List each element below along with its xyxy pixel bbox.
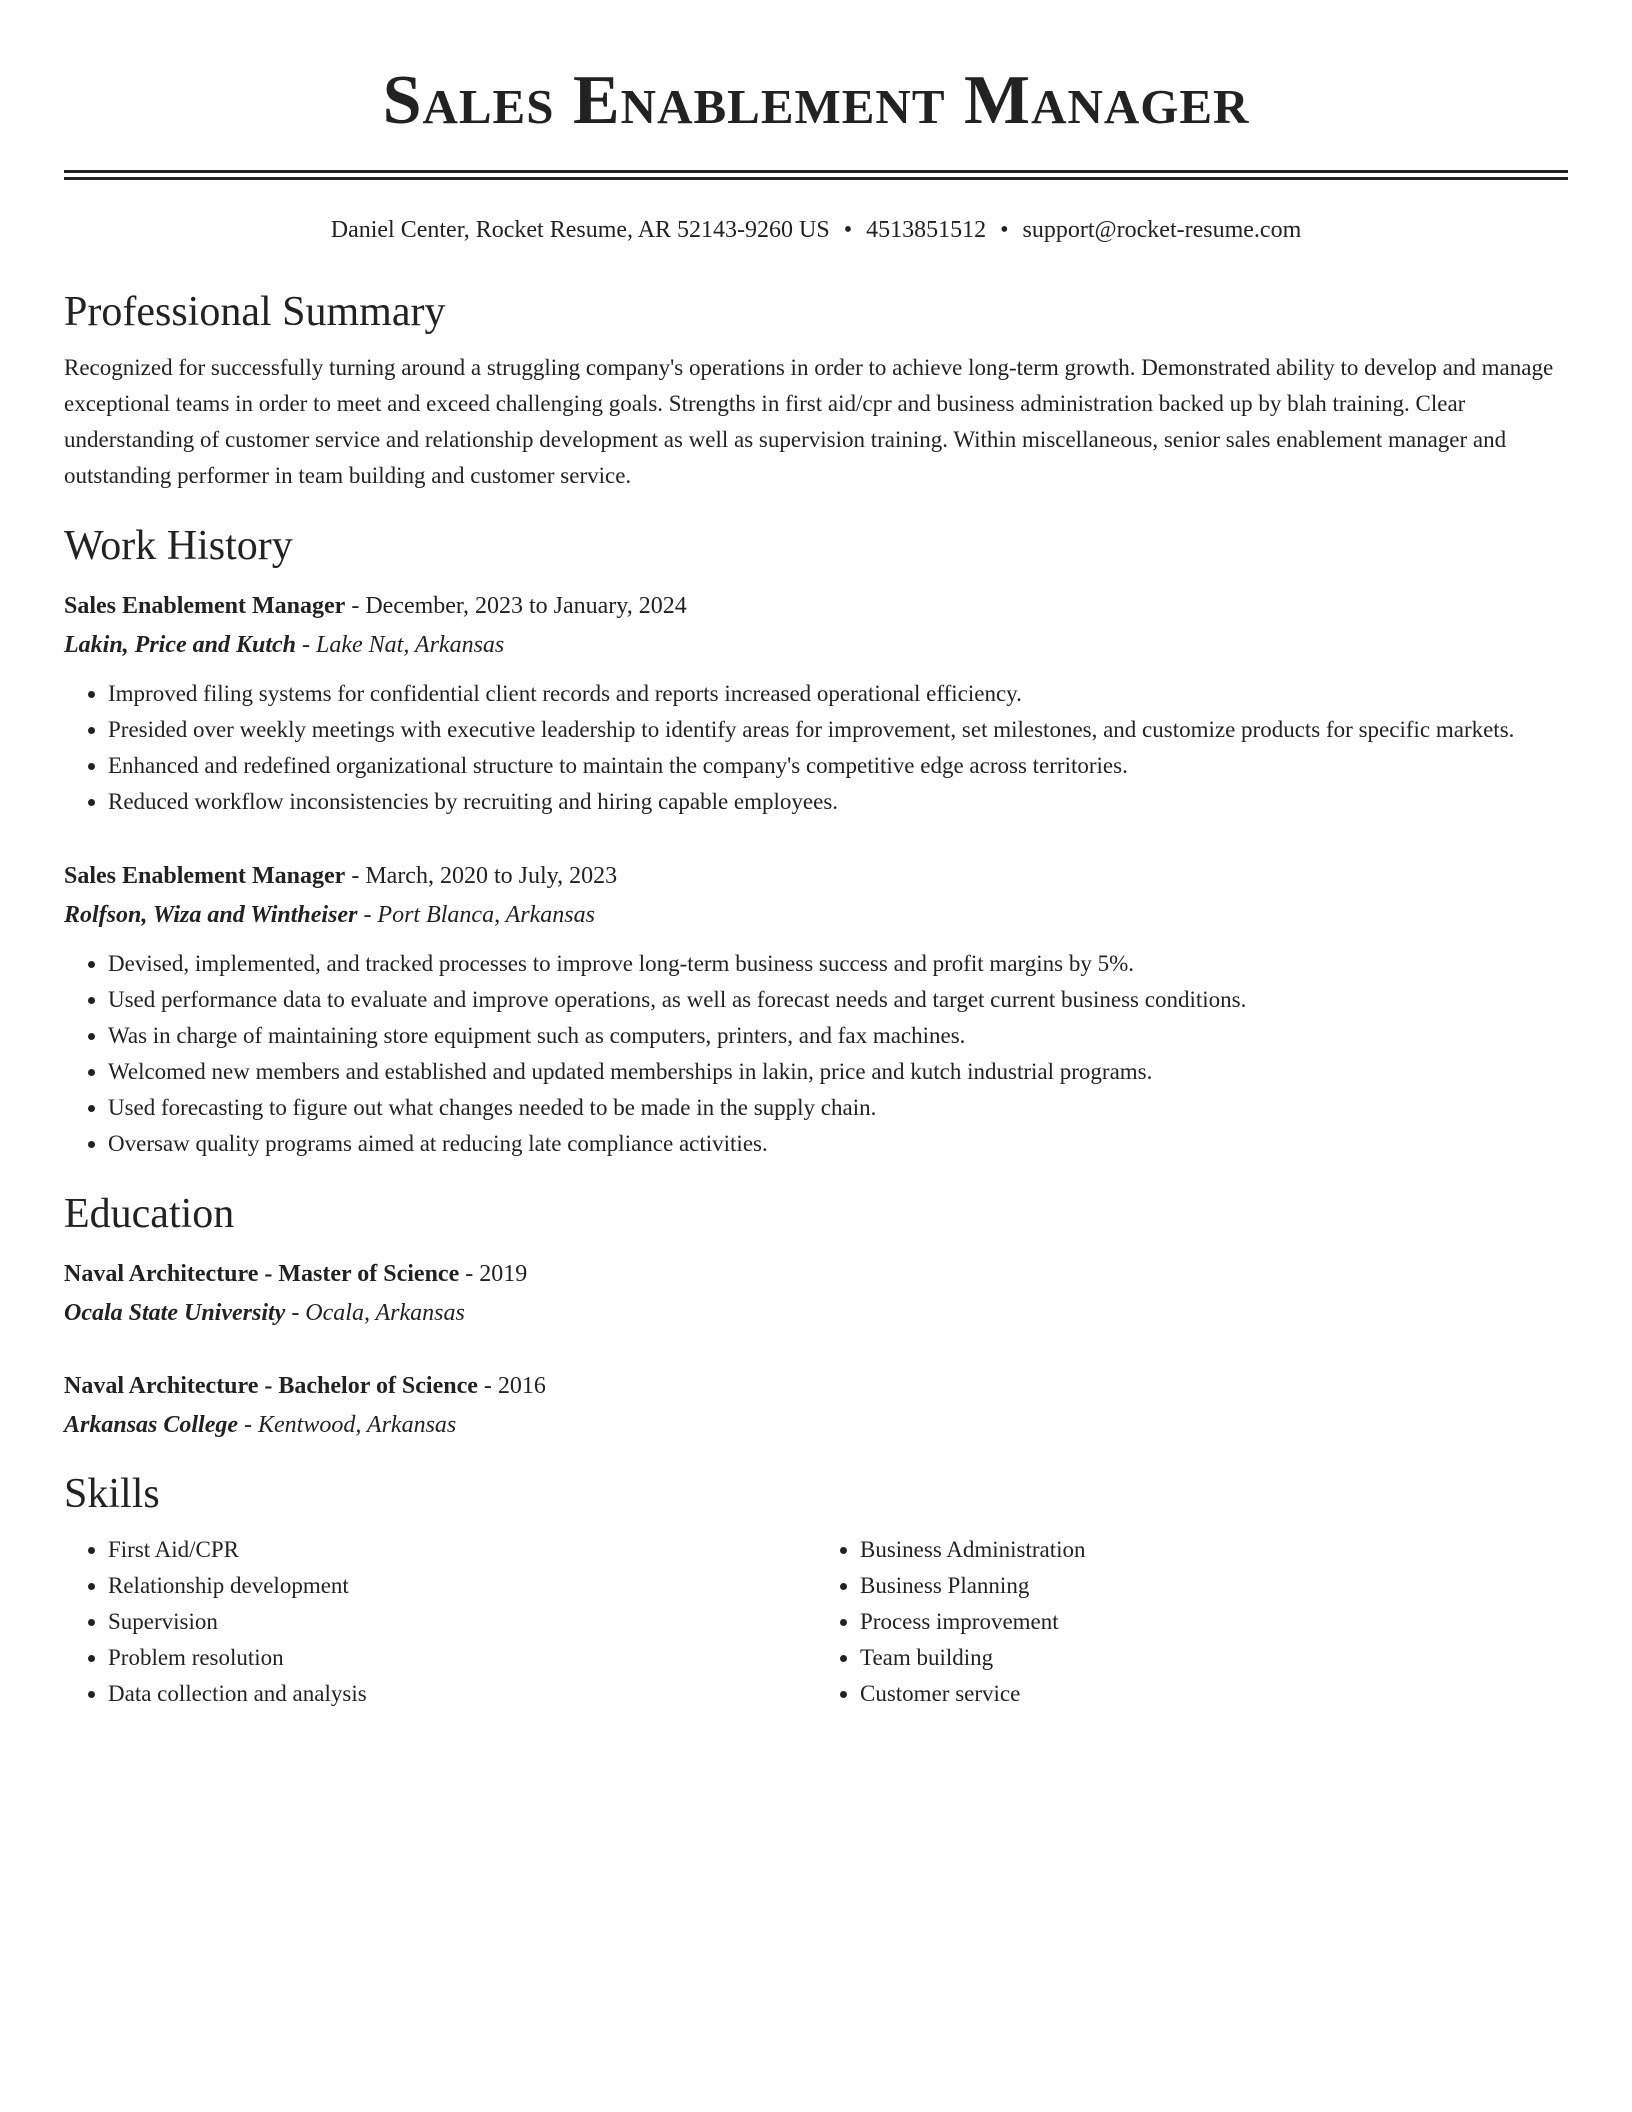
job-title-line bbox=[64, 856, 1568, 896]
skill-item: • Customer service bbox=[860, 1676, 1568, 1712]
skill-item: • Team building bbox=[860, 1640, 1568, 1676]
job-bullet-list bbox=[64, 946, 1568, 1162]
skills-columns bbox=[64, 1532, 1568, 1712]
job-location: - Port Blanca, Arkansas bbox=[357, 902, 595, 928]
job-bullet: • Presided over weekly meetings with executive leadership to identify areas for improvement, set milestones, and customize products for specific markets. bbox=[108, 712, 1568, 748]
work-history-heading: Work History bbox=[64, 523, 293, 569]
job-title-line bbox=[64, 586, 1568, 626]
job-role: Sales Enablement Manager bbox=[64, 863, 346, 889]
school-line bbox=[64, 1406, 1568, 1444]
resume-title: Sales Enablement Manager bbox=[382, 62, 1250, 139]
job-company-line bbox=[64, 896, 1568, 934]
job-role: Sales Enablement Manager bbox=[64, 593, 346, 619]
job-dates: - March, 2020 to July, 2023 bbox=[345, 863, 618, 889]
job-bullet: • Used forecasting to figure out what changes needed to be made in the supply chain. bbox=[108, 1090, 1568, 1126]
contact-email: support@rocket-resume.com bbox=[1022, 217, 1302, 243]
school-line bbox=[64, 1294, 1568, 1332]
job-location: - Lake Nat, Arkansas bbox=[296, 632, 505, 658]
education-heading: Education bbox=[64, 1191, 235, 1237]
job-bullet: • Used performance data to evaluate and improve operations, as well as forecast needs and target current business conditions. bbox=[108, 982, 1568, 1018]
contact-phone: 4513851512 bbox=[866, 217, 987, 243]
job-bullet: • Improved filing systems for confidential client records and reports increased operational efficiency. bbox=[108, 676, 1568, 712]
job-bullet-list bbox=[64, 676, 1568, 820]
degree-line bbox=[64, 1366, 1568, 1406]
title-double-rule bbox=[64, 170, 1568, 180]
job-entry bbox=[64, 856, 1568, 1162]
job-bullet: • Welcomed new members and established and updated memberships in lakin, price and kutch industrial programs. bbox=[108, 1054, 1568, 1090]
education-entry bbox=[64, 1366, 1568, 1444]
job-bullet: • Reduced workflow inconsistencies by recruiting and hiring capable employees. bbox=[108, 784, 1568, 820]
skill-item: • Problem resolution bbox=[108, 1640, 816, 1676]
skills-list-left bbox=[64, 1532, 816, 1712]
job-bullet: • Was in charge of maintaining store equipment such as computers, printers, and fax machines. bbox=[108, 1018, 1568, 1054]
job-company-line bbox=[64, 626, 1568, 664]
summary-text: Recognized for successfully turning around a struggling company's operations in order to achieve long-term growth. Demonstrated ability to develop and manage exceptional teams in order to meet and exceed challenging goals. Strengths in first aid/cpr and business administration backed up by blah training. Clear understanding of customer service and relationship development as well as supervision training. Within miscellaneous, senior sales enablement manager and outstanding performer in team building and customer service. bbox=[64, 355, 1554, 488]
summary-heading: Professional Summary bbox=[64, 289, 446, 335]
contact-separator: • bbox=[843, 217, 853, 243]
skill-item: • First Aid/CPR bbox=[108, 1532, 816, 1568]
job-bullet: • Devised, implemented, and tracked processes to improve long-term business success and profit margins by 5%. bbox=[108, 946, 1568, 982]
degree-year: - 2019 bbox=[459, 1261, 528, 1287]
skill-item: • Relationship development bbox=[108, 1568, 816, 1604]
skill-item: • Business Administration bbox=[860, 1532, 1568, 1568]
skills-list-right bbox=[816, 1532, 1568, 1712]
job-bullet: • Oversaw quality programs aimed at reducing late compliance activities. bbox=[108, 1126, 1568, 1162]
contact-address: Daniel Center, Rocket Resume, AR 52143-9260 US bbox=[330, 217, 830, 243]
job-company: Lakin, Price and Kutch bbox=[64, 632, 297, 658]
contact-line bbox=[64, 214, 1568, 246]
school-location: - Kentwood, Arkansas bbox=[238, 1412, 457, 1438]
degree-name: Naval Architecture - Master of Science bbox=[64, 1261, 460, 1287]
education-entry bbox=[64, 1254, 1568, 1332]
skill-item: • Data collection and analysis bbox=[108, 1676, 816, 1712]
skills-heading: Skills bbox=[64, 1471, 160, 1517]
contact-separator: • bbox=[1000, 217, 1009, 243]
school-location: - Ocala, Arkansas bbox=[285, 1300, 465, 1326]
job-bullet: • Enhanced and redefined organizational structure to maintain the company's competitive edge across territories. bbox=[108, 748, 1568, 784]
degree-name: Naval Architecture - Bachelor of Science bbox=[64, 1373, 478, 1399]
skill-item: • Process improvement bbox=[860, 1604, 1568, 1640]
school-name: Ocala State University bbox=[64, 1300, 286, 1326]
job-company: Rolfson, Wiza and Wintheiser bbox=[64, 902, 358, 928]
job-entry bbox=[64, 586, 1568, 820]
skill-item: • Business Planning bbox=[860, 1568, 1568, 1604]
degree-line bbox=[64, 1254, 1568, 1294]
skill-item: • Supervision bbox=[108, 1604, 816, 1640]
job-dates: - December, 2023 to January, 2024 bbox=[345, 593, 687, 619]
school-name: Arkansas College bbox=[64, 1412, 239, 1438]
degree-year: - 2016 bbox=[477, 1373, 546, 1399]
